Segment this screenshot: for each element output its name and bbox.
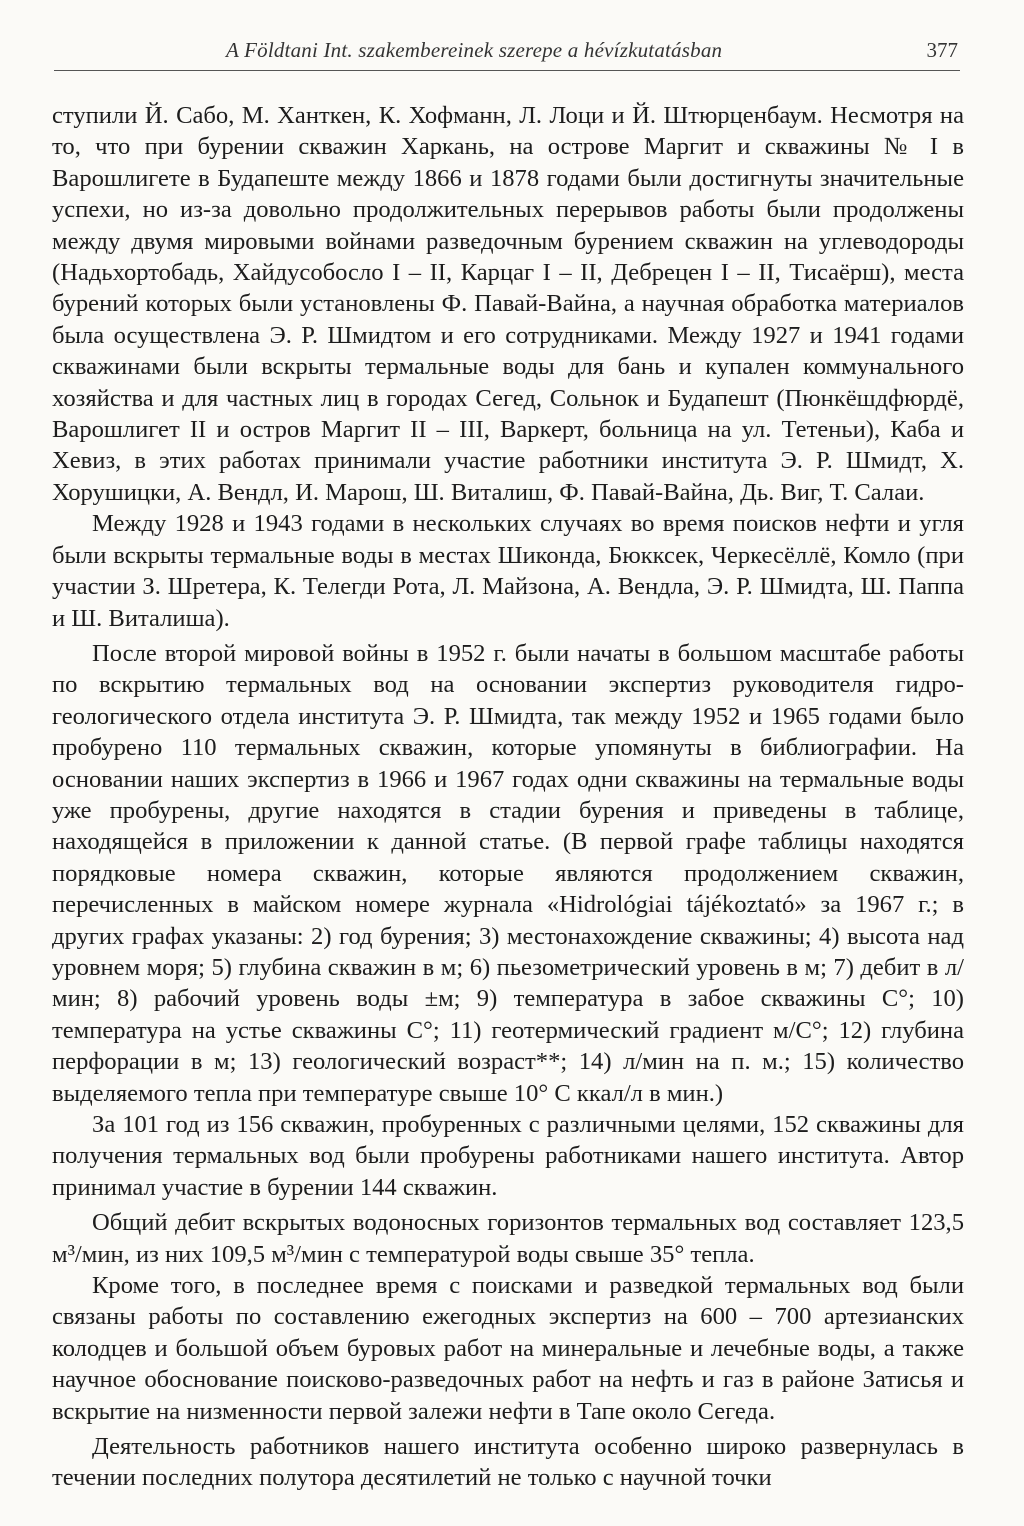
paragraph: За 101 год из 156 скважин, пробуренных с различными целями, 152 скважины для получения термальных вод были пробурены работниками нашего института. Автор принимал участие в бурении 144 скважин.: [52, 1111, 964, 1201]
paragraph: Общий дебит вскрытых водоносных горизонтов термальных вод составляет 123,5 м³/мин, из них 109,5 м³/мин с температурой воды свыше 35° тепла.: [52, 1209, 964, 1268]
paragraph: Деятельность работников нашего института особенно широко развернулась в течении последних полутора десятилетий не только с научной точки: [52, 1433, 964, 1492]
body-text: [52, 100, 964, 1494]
running-head: [54, 30, 960, 71]
paragraph: После второй мировой войны в 1952 г. были начаты в большом масштабе работы по вскрытию термальных вод на основании экспертиз руководителя гидро-геологического отдела института Э. Р. Шмидта, так между 1952 и 1965 годами было пробурено 110 термальных скважин, которые упомянуты в библиографии. На основании наших экспертиз в 1966 и 1967 годах одни скважины на термальные воды уже пробурены, другие находятся в стадии бурения и приведены в таблице, находящейся в приложении к данной статье. (В первой графе таблицы находятся порядковые номера скважин, которые являются продолжением скважин, перечисленных в майском номере журнала «Hidrológiai tájékoztató» за 1967 г.; в других графах указаны: 2) год бурения; 3) местонахождение скважины; 4) высота над уровнем моря; 5) глубина скважин в м; 6) пьезометрический уровень в м; 7) дебит в л/мин; 8) рабочий уровень воды ±м; 9) температура в забое скважины C°; 10) температура на устье скважины C°; 11) геотермический градиент м/C°; 12) глубина перфорации в м; 13) геологический возраст**; 14) л/мин на п. м.; 15) количество выделяемого тепла при температуре свыше 10° C ккал/л в мин.): [52, 639, 964, 1107]
page-number: 377: [926, 38, 958, 62]
paragraph: Между 1928 и 1943 годами в нескольких случаях во время поисков нефти и угля были вскрыты термальные воды в местах Шиконда, Бюкксек, Черкесёллё, Комло (при участии З. Шретера, К. Телегди Рота, Л. Майзона, А. Вендла, Э. Р. Шмидта, Ш. Паппа и Ш. Виталиша).: [52, 510, 964, 632]
running-head-title: A Földtani Int. szakembereinek szerepe a hévízkutatásban: [226, 38, 723, 62]
paragraph: Кроме того, в последнее время с поисками и разведкой термальных вод были связаны работы по составлению ежегодных экспертиз на 600 – 700 артезианских колодцев и большой объем буровых работ на минеральные и лечебные воды, а также научное обоснование поисково-разведочных работ на нефть и газ в районе Затисья и вскрытие на низменности первой залежи нефти в Тапе около Сегеда.: [52, 1272, 964, 1425]
paragraph-continuation: ступили Й. Сабо, М. Ханткен, К. Хофманн, Л. Лоци и Й. Штюрценбаум. Несмотря на то, что при бурении скважин Харкань, на острове Маргит и скважины № I в Варошлигете в Будапеште между 1866 и 1878 годами были достигнуты значительные успехи, но из-за довольно продолжительных перерывов работы были продолжены между двумя мировыми войнами разведочным бурением скважин на углеводороды (Надьхортобадь, Хайдусобосло I – II, Карцаг I – II, Дебрецен I – II, Тисаёрш), места бурений которых были установлены Ф. Павай-Вайна, а научная обработка материалов была осуществлена Э. Р. Шмидтом и его сотрудниками. Между 1927 и 1941 годами скважинами были вскрыты термальные воды для бань и купален коммунального хозяйства и для частных лиц в городах Сегед, Сольнок и Будапешт (Пюнкёшдфюрдё, Варошлигет II и остров Маргит II – III, Варкерт, больница на ул. Тетеньи), Каба и Хевиз, в этих работах принимали участие работники института Э. Р. Шмидт, Х. Хорушицки, А. Вендл, И. Марош, Ш. Виталиш, Ф. Павай-Вайна, Дь. Виг, Т. Салаи.: [52, 102, 964, 506]
